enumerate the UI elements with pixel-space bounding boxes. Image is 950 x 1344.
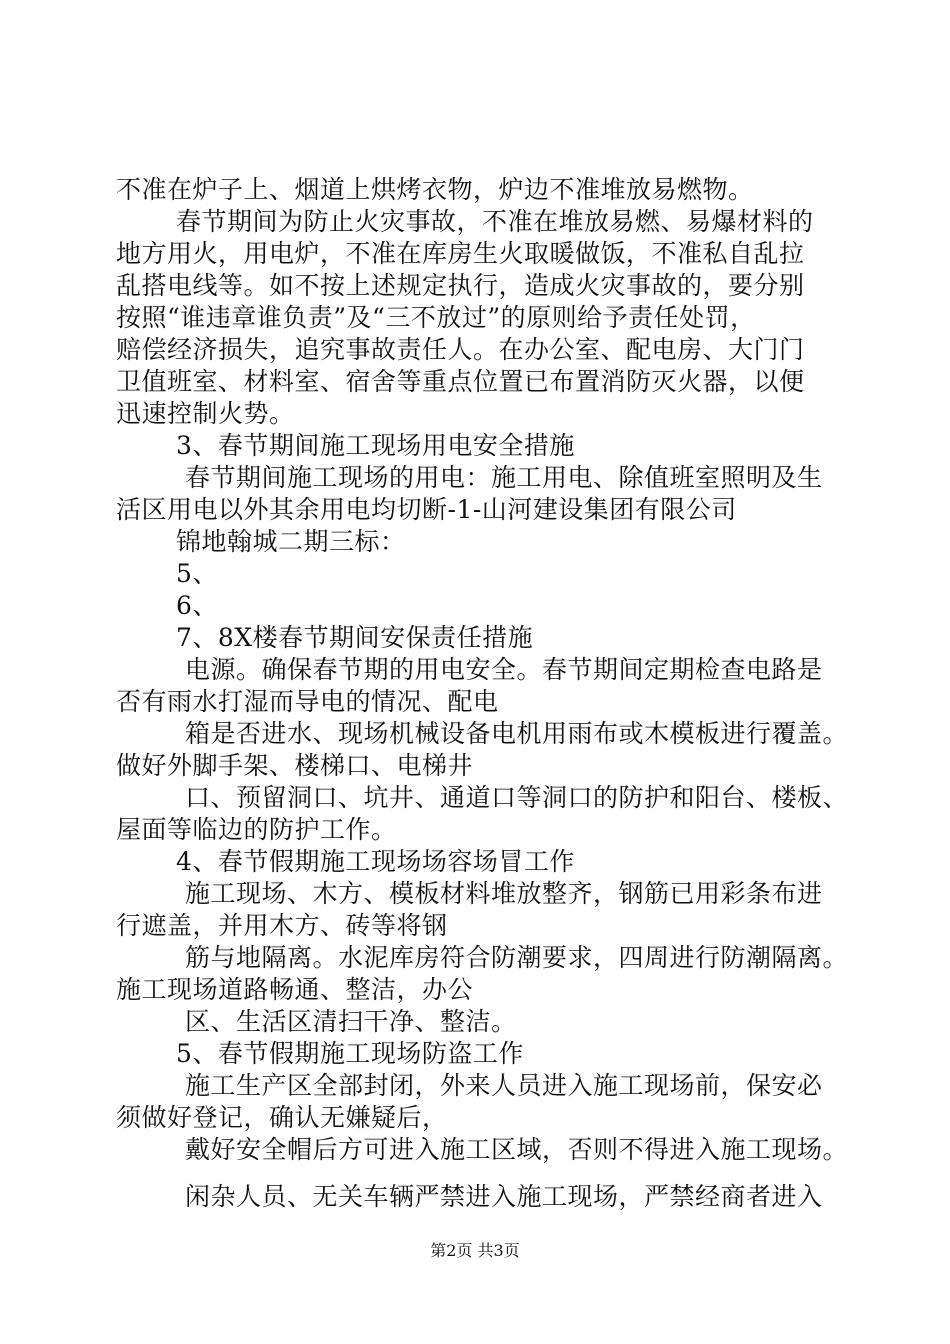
text-line: 赔偿经济损失，追究事故责任人。在办公室、配电房、大门门 bbox=[116, 335, 805, 364]
text-line: 5、 bbox=[176, 559, 218, 588]
text-line: 迅速控制火势。 bbox=[116, 399, 295, 428]
text-line: 否有雨水打湿而导电的情况、配电 bbox=[116, 687, 499, 716]
text-line: 乱搭电线等。如不按上述规定执行，造成火灾事故的，要分别 bbox=[116, 271, 805, 300]
text-line: 活区用电以外其余用电均切断-1-山河建设集团有限公司 bbox=[116, 495, 737, 524]
section-heading: 5、春节假期施工现场防盗工作 bbox=[176, 1039, 524, 1068]
text-line: 箱是否进水、现场机械设备电机用雨布或木模板进行覆盖。 bbox=[185, 719, 849, 748]
text-line: 筋与地隔离。水泥库房符合防潮要求，四周进行防潮隔离。 bbox=[185, 943, 849, 972]
text-line: 地方用火，用电炉，不准在库房生火取暖做饭，不准私自乱拉 bbox=[116, 239, 805, 268]
section-heading: 3、春节期间施工现场用电安全措施 bbox=[176, 431, 575, 460]
text-line: 戴好安全帽后方可进入施工区域，否则不得进入施工现场。 bbox=[185, 1135, 849, 1164]
text-line: 施工现场、木方、模板材料堆放整齐，钢筋已用彩条布进 bbox=[185, 879, 823, 908]
text-line: 按照“谁违章谁负责”及“三不放过”的原则给予责任处罚， bbox=[116, 303, 756, 332]
text-line: 须做好登记，确认无嫌疑后， bbox=[116, 1103, 448, 1132]
text-line: 春节期间为防止火灾事故，不准在堆放易燃、易爆材料的 bbox=[176, 207, 814, 236]
text-line: 施工现场道路畅通、整洁，办公 bbox=[116, 975, 474, 1004]
text-line: 春节期间施工现场的用电：施工用电、除值班室照明及生 bbox=[185, 463, 823, 492]
text-line: 施工生产区全部封闭，外来人员进入施工现场前，保安必 bbox=[185, 1071, 823, 1100]
text-line: 屋面等临边的防护工作。 bbox=[116, 815, 397, 844]
text-line: 做好外脚手架、楼梯口、电梯井 bbox=[116, 751, 474, 780]
text-line: 口、预留洞口、坑井、通道口等洞口的防护和阳台、楼板、 bbox=[185, 783, 849, 812]
text-line: 不准在炉子上、烟道上烘烤衣物，炉边不准堆放易燃物。 bbox=[116, 175, 754, 204]
page-footer: 第2页 共3页 bbox=[430, 1241, 520, 1260]
section-heading: 4、春节假期施工现场场容场冒工作 bbox=[176, 847, 575, 876]
text-line: 行遮盖，并用木方、砖等将钢 bbox=[116, 911, 448, 940]
text-line: 锦地翰城二期三标： bbox=[176, 527, 406, 556]
section-heading: 7、8X楼春节期间安保责任措施 bbox=[176, 623, 534, 652]
text-line: 6、 bbox=[176, 591, 218, 620]
text-line: 电源。确保春节期的用电安全。春节期间定期检查电路是 bbox=[185, 655, 823, 684]
text-line: 闲杂人员、无关车辆严禁进入施工现场，严禁经商者进入 bbox=[185, 1182, 823, 1211]
text-line: 区、生活区清扫干净、整洁。 bbox=[185, 1007, 517, 1036]
text-line: 卫值班室、材料室、宿舍等重点位置已布置消防灭火器，以便 bbox=[116, 367, 805, 396]
